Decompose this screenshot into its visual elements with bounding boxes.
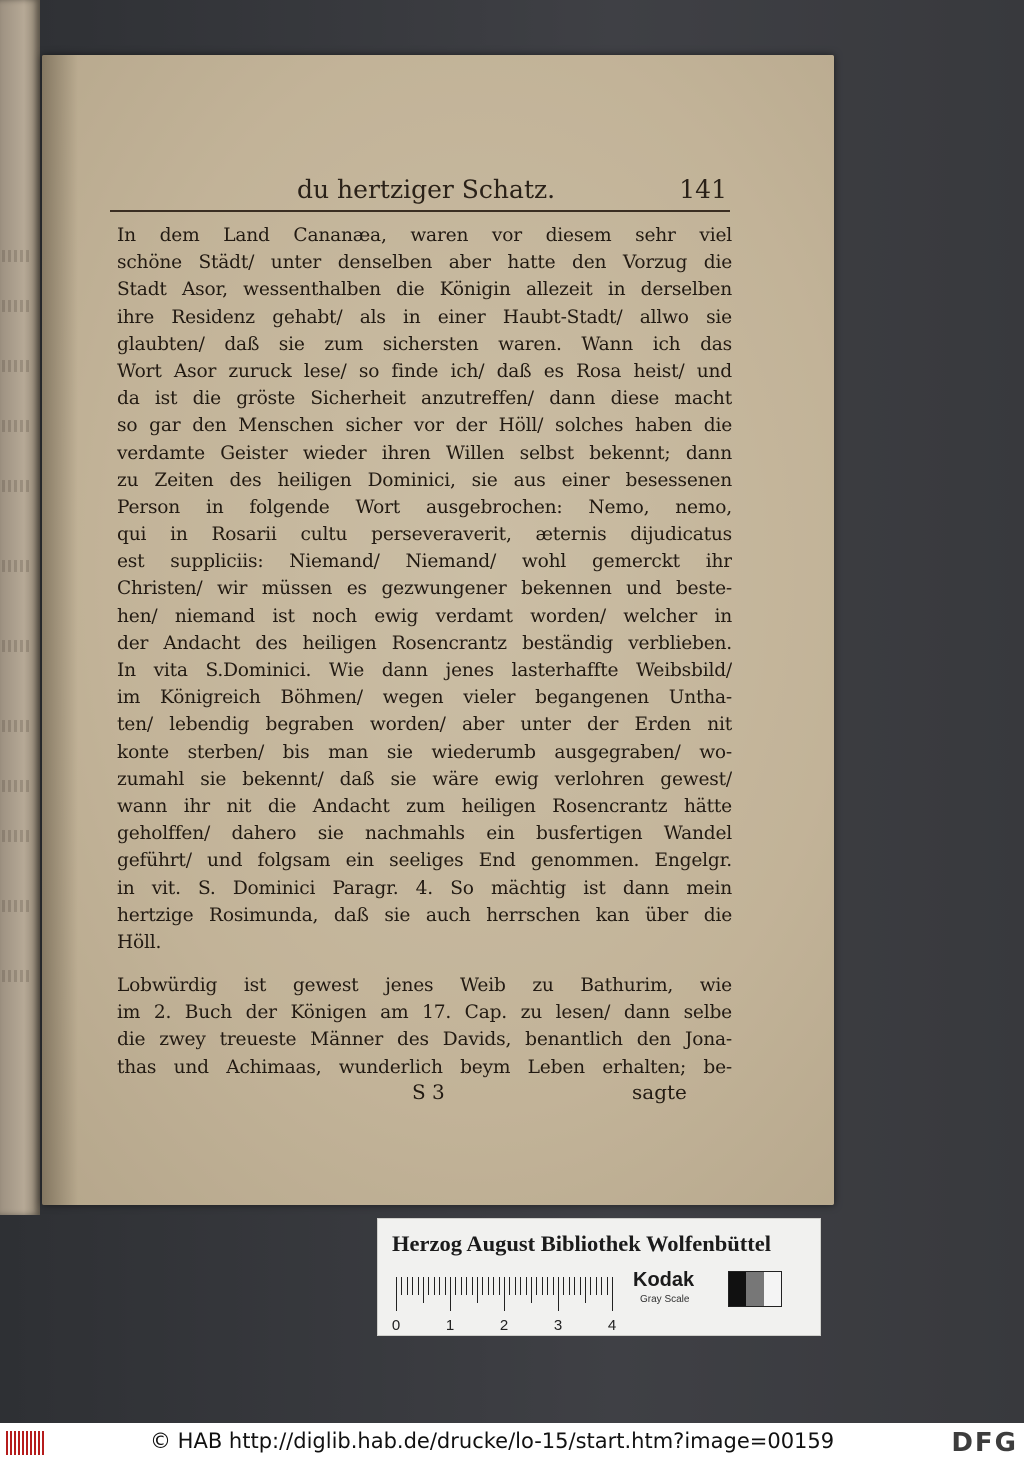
- page-gutter-shadow: [42, 55, 78, 1205]
- ruler-tick: [531, 1277, 532, 1303]
- ruler-digit: 2: [499, 1317, 509, 1334]
- ruler-tick: [401, 1277, 402, 1295]
- ruler-tick: [396, 1277, 397, 1311]
- text-line: geführt/ und folgsam ein seeliges End genommen. Engelgr.: [117, 850, 732, 872]
- ruler-tick: [515, 1277, 516, 1295]
- ruler-tick: [499, 1277, 500, 1295]
- ruler-tick: [542, 1277, 543, 1295]
- ruler-tick: [563, 1277, 564, 1295]
- text-line: ihre Residenz gehabt/ als in einer Haubt-Stadt/ allwo sie: [117, 306, 732, 328]
- text-line: da ist die gröste Sicherheit anzutreffen/ dann diese macht: [117, 388, 732, 410]
- ruler-tick: [482, 1277, 483, 1295]
- page-number: 141: [679, 175, 727, 204]
- library-color-label: [377, 1218, 821, 1336]
- text-line: glaubten/ daß sie zum sichersten waren. Wann ich das: [117, 333, 732, 355]
- ruler-tick: [553, 1277, 554, 1295]
- ruler-tick: [439, 1277, 440, 1295]
- ruler-tick: [569, 1277, 570, 1295]
- text-line: Lobwürdig ist gewest jenes Weib zu Bathurim, wie: [117, 975, 732, 997]
- scale-ruler: [391, 1277, 617, 1334]
- ruler-tick: [558, 1277, 559, 1311]
- footer-bar: [0, 1423, 1024, 1463]
- text-line: In dem Land Cananæa, waren vor diesem sehr viel: [117, 225, 732, 246]
- ruler-tick: [472, 1277, 473, 1295]
- ruler-tick: [455, 1277, 456, 1295]
- catchword: sagte: [632, 1080, 687, 1104]
- text-line: zumahl sie bekennt/ daß sie wäre ewig verlohren gewest/: [117, 768, 732, 790]
- ruler-tick: [574, 1277, 575, 1295]
- text-line: wann ihr nit die Andacht zum heiligen Rosencrantz hätte: [117, 795, 732, 817]
- text-line: so gar den Menschen sicher vor der Höll/ solches haben die: [117, 415, 732, 437]
- text-line: Stadt Asor, wessenthalben die Königin allezeit in derselben: [117, 279, 732, 301]
- text-line: im 2. Buch der Königen am 17. Cap. zu lesen/ dann selbe: [117, 1002, 732, 1024]
- text-line: Höll.: [117, 931, 162, 953]
- text-line: im Königreich Böhmen/ wegen vieler begangenen Untha-: [117, 687, 732, 709]
- ruler-tick: [407, 1277, 408, 1295]
- ruler-tick: [580, 1277, 581, 1295]
- hab-logo-icon: [6, 1431, 46, 1455]
- ruler-tick: [585, 1277, 586, 1303]
- ruler-tick: [520, 1277, 521, 1295]
- ruler-tick: [423, 1277, 424, 1303]
- text-line: verdamte Geister wieder ihren Willen selbst bekennt; dann: [117, 442, 732, 464]
- ruler-tick: [601, 1277, 602, 1295]
- ruler-tick: [607, 1277, 608, 1295]
- header-rule: [110, 210, 730, 212]
- text-line: der Andacht des heiligen Rosencrantz beständig verblieben.: [117, 632, 732, 654]
- ruler-tick: [509, 1277, 510, 1295]
- ruler-tick: [412, 1277, 413, 1295]
- text-line: konte sterben/ bis man sie wiederumb ausgegraben/ wo-: [117, 741, 732, 763]
- ruler-tick: [461, 1277, 462, 1295]
- ruler-tick: [450, 1277, 451, 1311]
- text-line: ten/ lebendig begraben worden/ aber unter der Erden nit: [117, 714, 732, 736]
- ruler-tick: [526, 1277, 527, 1295]
- running-title: du hertziger Schatz.: [297, 175, 556, 204]
- ruler-tick: [434, 1277, 435, 1295]
- text-line: thas und Achimaas, wunderlich beym Leben erhalten; be-: [117, 1056, 732, 1078]
- text-line: Person in folgende Wort ausgebrochen: Nemo, nemo,: [117, 496, 732, 518]
- ruler-tick: [596, 1277, 597, 1295]
- ruler-tick: [445, 1277, 446, 1295]
- kodak-brand: Kodak: [633, 1269, 695, 1291]
- book-page: [42, 55, 834, 1205]
- ruler-tick: [418, 1277, 419, 1295]
- text-line: geholffen/ dahero sie nachmahls ein busfertigen Wandel: [117, 823, 732, 845]
- ruler-digit: 0: [391, 1317, 401, 1334]
- dfg-logo: DFG: [951, 1428, 1018, 1458]
- text-line: Christen/ wir müssen es gezwungener bekennen und beste-: [117, 578, 732, 600]
- ruler-tick: [428, 1277, 429, 1295]
- ruler-tick: [493, 1277, 494, 1295]
- ruler-digit: 3: [553, 1317, 563, 1334]
- text-line: zu Zeiten des heiligen Dominici, sie aus einer besessenen: [117, 469, 732, 491]
- text-line: qui in Rosarii cultu perseveraverit, æternis dijudicatus: [117, 524, 732, 546]
- body-text: [117, 222, 732, 1081]
- ruler-tick: [612, 1277, 613, 1311]
- facing-page-edge: [0, 0, 40, 1215]
- ruler-digit: 1: [445, 1317, 455, 1334]
- text-line: hen/ niemand ist noch ewig verdamt worden/ welcher in: [117, 605, 732, 627]
- text-line: In vita S.Dominici. Wie dann jenes lasterhaffte Weibsbild/: [117, 660, 732, 681]
- copyright-link[interactable]: © HAB http://diglib.hab.de/drucke/lo-15/start.htm?image=00159: [150, 1429, 835, 1453]
- ruler-tick: [477, 1277, 478, 1303]
- text-line: hertzige Rosimunda, daß sie auch herrschen kan über die: [117, 904, 732, 926]
- text-line: est suppliciis: Niemand/ Niemand/ wohl gemerckt ihr: [117, 551, 732, 573]
- ruler-tick: [536, 1277, 537, 1295]
- ruler-tick: [466, 1277, 467, 1295]
- text-line: schöne Städt/ unter denselben aber hatte den Vorzug die: [117, 252, 732, 274]
- text-line: Wort Asor zuruck lese/ so finde ich/ daß es Rosa heist/ und: [117, 360, 732, 382]
- ruler-tick: [504, 1277, 505, 1311]
- ruler-tick: [590, 1277, 591, 1295]
- running-head: [297, 175, 727, 211]
- gray-scale-caption: Gray Scale: [640, 1294, 690, 1305]
- ruler-digit: 4: [607, 1317, 617, 1334]
- gray-swatch: [728, 1271, 782, 1307]
- text-line: in vit. S. Dominici Paragr. 4. So mächtig ist dann mein: [117, 877, 732, 899]
- signature-mark: S 3: [412, 1080, 445, 1104]
- ruler-tick: [547, 1277, 548, 1295]
- ruler-tick: [488, 1277, 489, 1295]
- text-line: die zwey treueste Männer des Davids, benantlich den Jona-: [117, 1029, 732, 1051]
- institution-name: Herzog August Bibliothek Wolfenbüttel: [392, 1231, 771, 1256]
